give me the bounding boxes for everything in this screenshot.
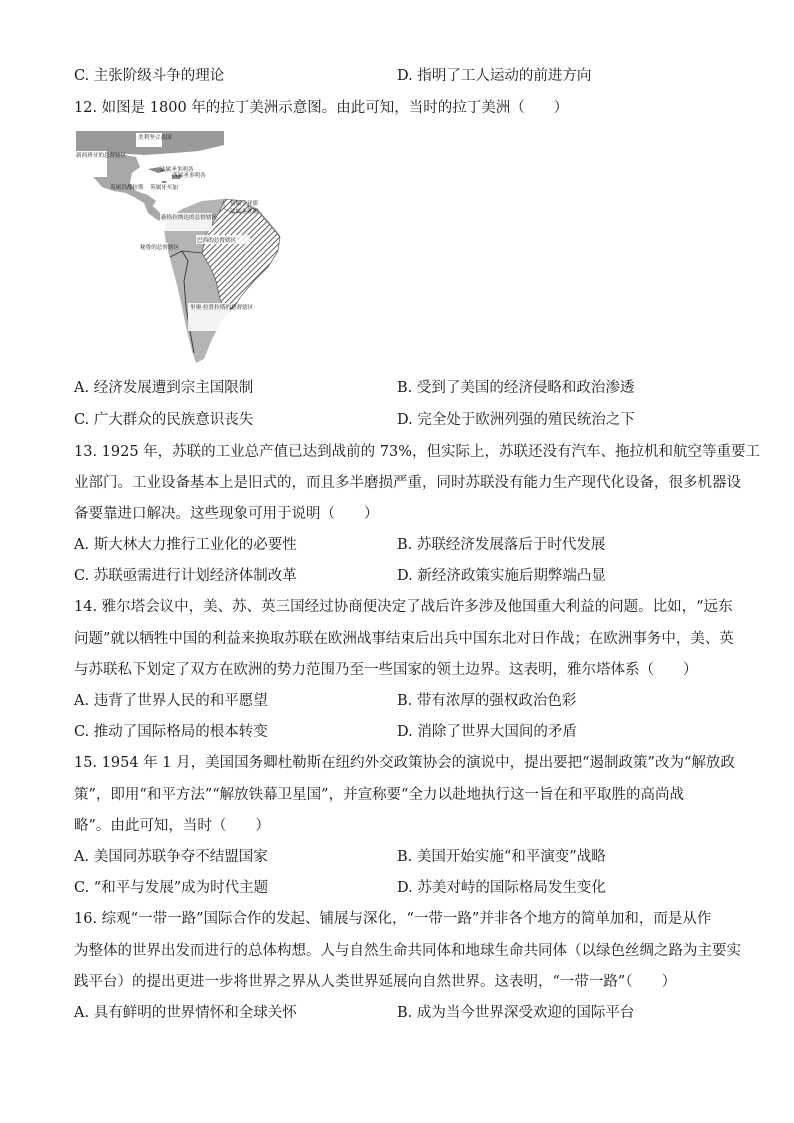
label-usa: 美利坚合众国	[138, 135, 172, 141]
q13-option-c: C. 苏联亟需进行计划经济体制改革	[74, 568, 297, 584]
q12-option-a: A. 经济发展遭到宗主国限制	[74, 380, 254, 396]
label-sp-santo-domingo: 西属圣多明各	[172, 173, 206, 179]
label-fr-santo-domingo: 法属圣多明各	[160, 167, 194, 173]
label-peru: 秘鲁的总督辖区	[140, 245, 180, 251]
label-nl-guiana: 荷属圭亚那	[230, 201, 258, 207]
q13-line-3: 备要靠进口解决。这些现象可用于说明（ ）	[74, 506, 379, 522]
q13-option-b: B. 苏联经济发展落后于时代发展	[397, 537, 606, 553]
label-honduras: 英属洪都拉斯	[110, 185, 144, 191]
q15-option-a: A. 美国同苏联争夺不结盟国家	[74, 849, 268, 865]
q14-line-2: 问题”就以牺牲中国的利益来换取苏联在欧洲战事结束后出兵中国东北对日作战；在欧洲事务中，美、英	[74, 631, 734, 647]
q13-option-d: D. 新经济政策实施后期弊端凸显	[397, 568, 606, 584]
q13-line-1: 13. 1925 年，苏联的工业总产值已达到战前的 73%，但实际上，苏联还没有汽车、拖拉机和航空等重要工	[74, 444, 761, 460]
q13-option-a: A. 斯大林大力推行工业化的必要性	[74, 537, 297, 553]
q14-line-1: 14. 雅尔塔会议中，美、苏、英三国经过协商便决定了战后许多涉及他国重大利益的问题。比如，“远东	[74, 599, 733, 615]
latin-america-1800-map	[74, 131, 282, 365]
q16-option-b: B. 成为当今世界深受欢迎的国际平台	[397, 1005, 635, 1021]
q14-option-c: C. 推动了国际格局的根本转变	[74, 724, 268, 740]
q13-line-2: 业部门。工业设备基本上是旧式的，而且多半磨损严重，同时苏联没有能力生产现代化设备，很多机器设	[74, 475, 741, 491]
q15-line-2: 策”，即用“和平方法”“解放铁幕卫星国”，并宣称要“全力以赴地执行这一旨在和平取胜的高尚战	[74, 787, 684, 803]
q15-line-1: 15. 1954 年 1 月，美国国务卿杜勒斯在纽约外交政策协会的演说中，提出要把“遏制政策”改为“解放政	[74, 755, 735, 771]
label-new-spain: 新西班牙的总督辖区	[76, 153, 127, 159]
q12-option-c: C. 广大群众的民族意识丧失	[74, 412, 254, 428]
q15-option-b: B. 美国开始实施“和平演变”战略	[397, 849, 606, 865]
q15-line-3: 略”。由此可知，当时（ ）	[74, 818, 270, 834]
q12-stem: 12. 如图是 1800 年的拉丁美洲示意图。由此可知，当时的拉丁美洲（ ）	[74, 100, 569, 116]
q12-option-d: D. 完全处于欧洲列强的殖民统治之下	[397, 412, 635, 428]
label-rio-plata: 里奥·拉普拉塔的总督辖区	[190, 305, 254, 311]
q16-line-2: 为整体的世界出发而进行的总体构想。人与自然生命共同体和地球生命共同体（以绿色丝绸之路为主要实	[74, 943, 741, 959]
q11-option-d: D. 指明了工人运动的前进方向	[397, 68, 592, 84]
label-brazil: 巴西的总督辖区	[197, 238, 237, 244]
q12-option-b: B. 受到了美国的经济侵略和政治渗透	[397, 380, 635, 396]
q14-option-a: A. 违背了世界人民的和平愿望	[74, 693, 268, 709]
q15-option-c: C. “和平与发展”成为时代主题	[74, 880, 269, 896]
q16-option-a: A. 具有鲜明的世界情怀和全球关怀	[74, 1005, 297, 1021]
label-jamaica: 英属牙买加	[150, 185, 178, 191]
q14-option-b: B. 带有浓厚的强权政治色彩	[397, 693, 577, 709]
q14-line-3: 与苏联私下划定了双方在欧洲的势力范围乃至一些国家的领土边界。这表明，雅尔塔体系（ ）	[74, 662, 698, 678]
q15-option-d: D. 苏美对峙的国际格局发生变化	[397, 880, 606, 896]
q11-option-c: C. 主张阶级斗争的理论	[74, 68, 225, 84]
label-fr-guiana: 法属圭亚那	[230, 209, 258, 215]
q14-option-d: D. 消除了世界大国间的矛盾	[397, 724, 577, 740]
q16-line-3: 践平台）的提出更进一步将世界之界从人类世界延展向自然世界。这表明，“一带一路”（ ）	[74, 974, 677, 990]
q16-line-1: 16. 综观“一带一路”国际合作的发起、铺展与深化，“一带一路”并非各个地方的简单加和，而是从作	[74, 911, 712, 927]
label-new-granada: 新格拉纳达的总督辖区	[161, 215, 217, 221]
